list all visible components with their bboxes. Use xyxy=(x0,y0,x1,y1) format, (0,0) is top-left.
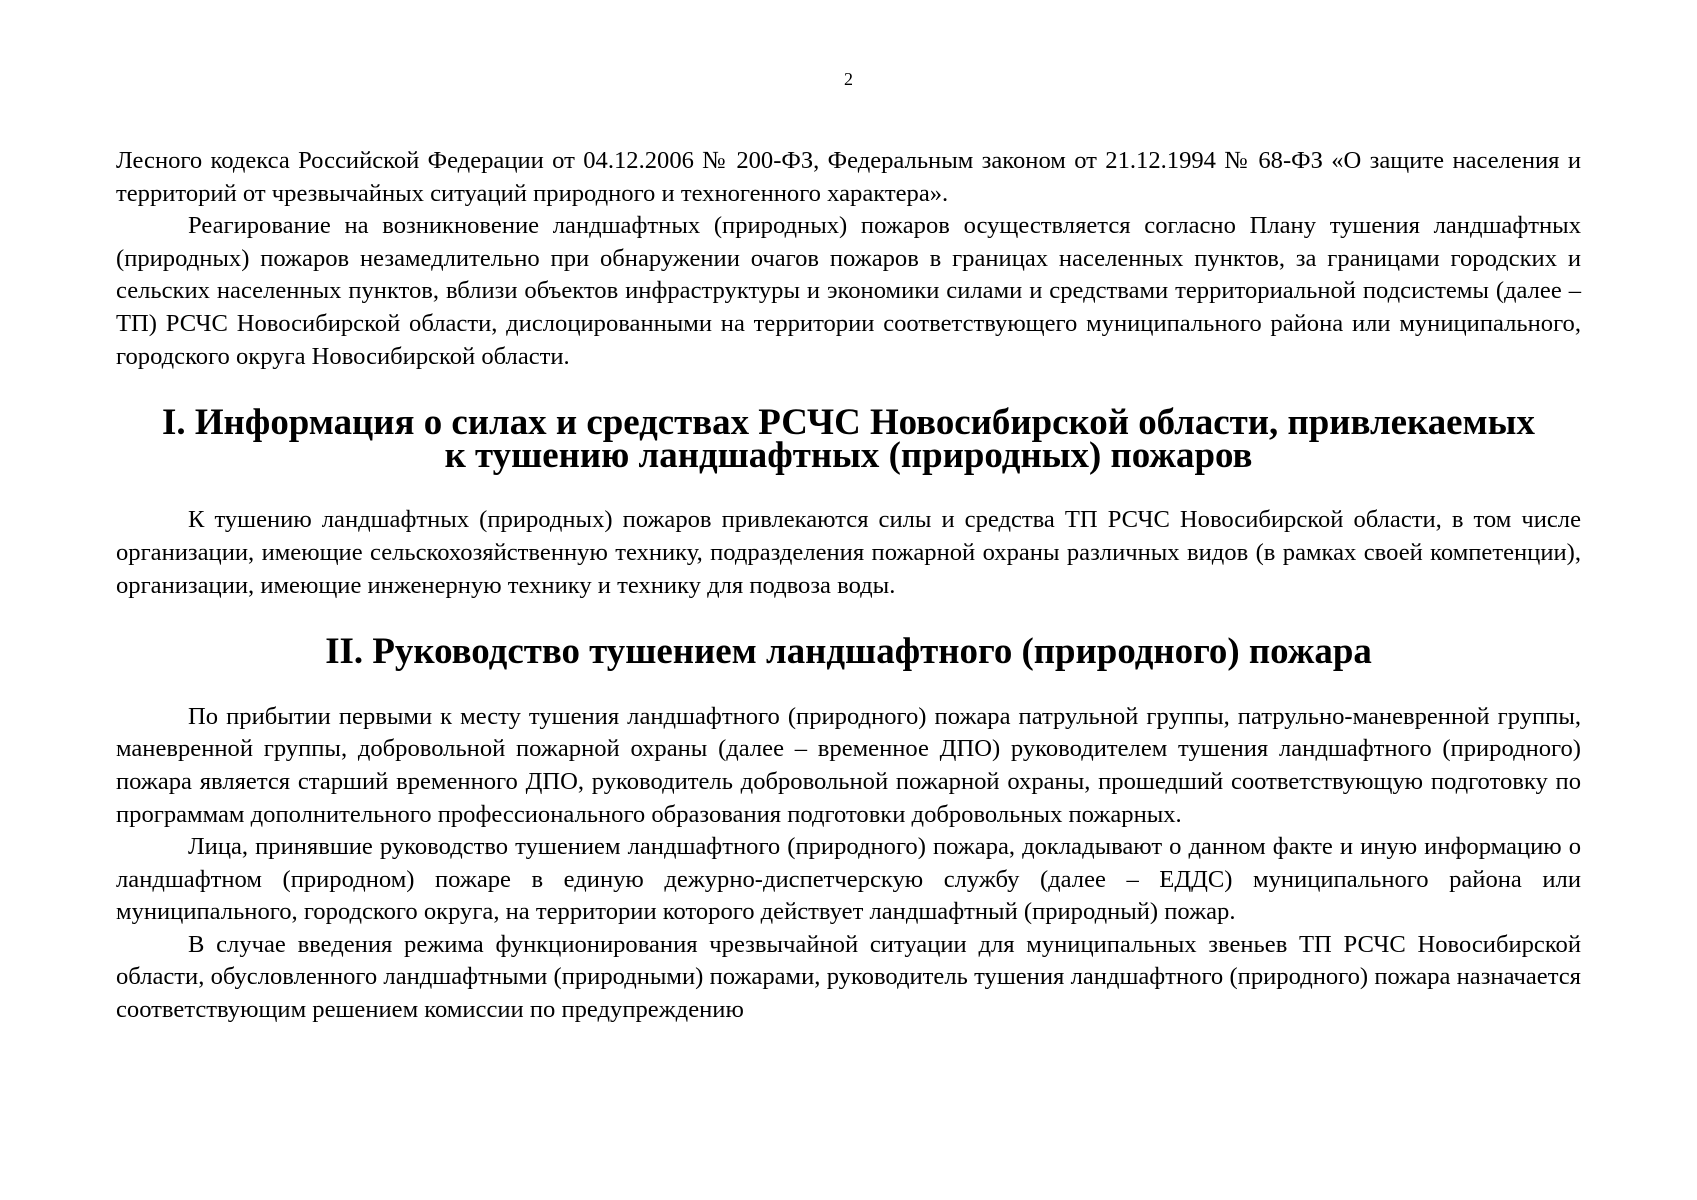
spacer xyxy=(116,668,1581,701)
paragraph-response: Реагирование на возникновение ландшафтных (природных) пожаров осуществляется согласно Плану тушения ландшафтных (природных) пожаров незамедлительно при обнаружении очагов пожаров в границах населенных пунктов, за границами городских и сельских населенных пунктов, вблизи объектов инфраструктуры и экономики силами и средствами территориальной подсистемы (далее – ТП) РСЧС Новосибирской области, дислоцированными на территории соответствующего муниципального района или муниципального, городского округа Новосибирской области. xyxy=(116,212,1581,370)
section-2-paragraph-3: В случае введения режима функционирования чрезвычайной ситуации для муниципальных звеньев ТП РСЧС Новосибирской области, обусловленного ландшафтными (природными) пожарами, руководитель тушения ландшафтного (природного) пожара назначается соответствующим решением комиссии по предупреждению xyxy=(116,930,1581,1024)
section-2-heading: II. Руководство тушением ландшафтного (природного) пожара xyxy=(325,630,1372,672)
section-1-heading: I. Информация о силах и средствах РСЧС Новосибирской области, привлекаемых к тушению ландшафтных (природных) пожаров xyxy=(162,401,1535,475)
document-body xyxy=(116,145,1581,1027)
section-1-paragraph: К тушению ландшафтных (природных) пожаров привлекаются силы и средства ТП РСЧС Новосибирской области, в том числе организации, имеющие сельскохозяйственную технику, подразделения пожарной охраны различных видов (в рамках своей компетенции), организации, имеющие инженерную технику и технику для подвоза воды. xyxy=(116,506,1581,599)
paragraph-intro-continuation: Лесного кодекса Российской Федерации от 04.12.2006 № 200-ФЗ, Федеральным законом от 21.12.1994 № 68-ФЗ «О защите населения и территорий от чрезвычайных ситуаций природного и техногенного характера». xyxy=(116,147,1581,207)
spacer xyxy=(116,471,1581,504)
page-number: 2 xyxy=(844,69,853,89)
section-2-paragraph-2: Лица, принявшие руководство тушением ландшафтного (природного) пожара, докладывают о данном факте и иную информацию о ландшафтном (природном) пожаре в единую дежурно-диспетчерскую службу (далее – ЕДДС) муниципального района или муниципального, городского округа, на территории которого действует ландшафтный (природный) пожар. xyxy=(116,833,1581,926)
section-2-paragraph-1: По прибытии первыми к месту тушения ландшафтного (природного) пожара патрульной группы, патрульно-маневренной группы, маневренной группы, добровольной пожарной охраны (далее – временное ДПО) руководителем тушения ландшафтного (природного) пожара является старший временного ДПО, руководитель добровольной пожарной охраны, прошедший соответствующую подготовку по программам дополнительного профессионального образования подготовки добровольных пожарных. xyxy=(116,702,1581,828)
